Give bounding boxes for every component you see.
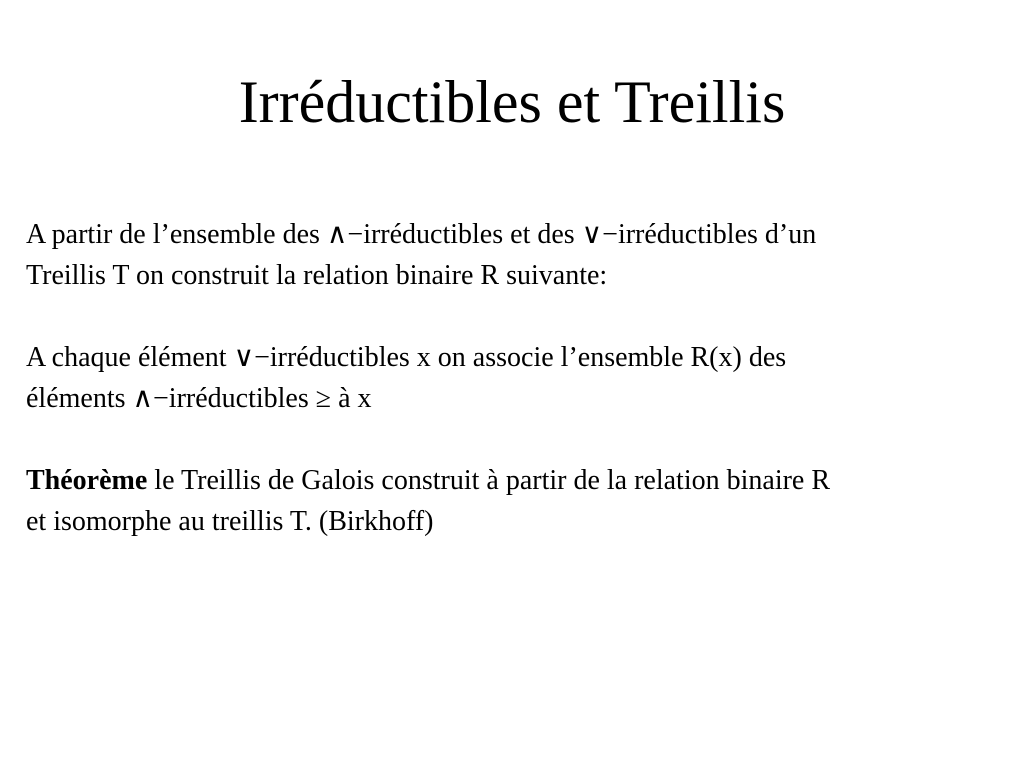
theorem-label: Théorème (26, 465, 148, 496)
paragraph-line: A partir de l’ensemble des ∧−irréductibles et des ∨−irréductibles d’un (26, 219, 817, 250)
slide-body (26, 214, 1016, 542)
slide-title: Irréductibles et Treillis (238, 69, 786, 135)
theorem-line (26, 460, 1016, 501)
paragraph-association (26, 337, 1016, 419)
paragraph-line: A chaque élément ∨−irréductibles x on associe l’ensemble R(x) des (26, 342, 787, 373)
paragraph-construction (26, 214, 1016, 296)
paragraph-line: Treillis T on construit la relation binaire R suivante: (26, 260, 608, 291)
theorem-text: le Treillis de Galois construit à partir de la relation binaire R (147, 465, 831, 496)
theorem-line: et isomorphe au treillis T. (Birkhoff) (26, 506, 434, 537)
paragraph-line: éléments ∧−irréductibles ≥ à x (26, 383, 372, 414)
paragraph-theorem (26, 460, 1016, 542)
paragraph-spacer (26, 419, 1016, 460)
paragraph-spacer (26, 296, 1016, 337)
